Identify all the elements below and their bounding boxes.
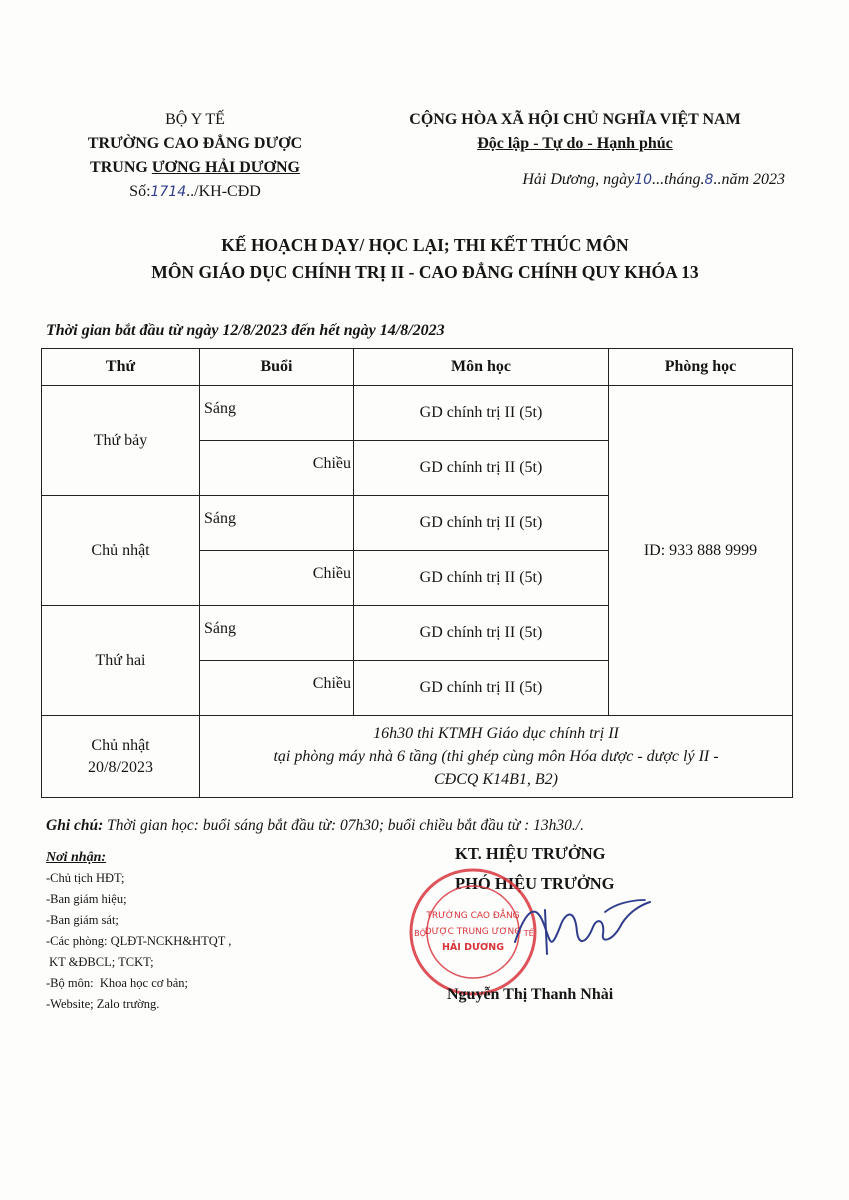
recipients-heading: Nơi nhận: xyxy=(46,850,107,865)
session-cell: Chiều xyxy=(200,441,354,496)
room-cell: ID: 933 888 9999 xyxy=(609,386,793,716)
document-title xyxy=(30,232,820,286)
list-item: KT &ĐBCL; TCKT; xyxy=(46,955,154,969)
document-number: Số:1714../KH-CĐD xyxy=(129,183,261,200)
svg-text:TRƯỜNG CAO ĐẲNG: TRƯỜNG CAO ĐẲNG xyxy=(426,911,520,921)
national-motto: Độc lập - Tự do - Hạnh phúc xyxy=(477,135,673,152)
session-cell: Chiều xyxy=(200,551,354,606)
schedule-note: Ghi chú: Thời gian học: buổi sáng bắt đầu từ: 07h30; buổi chiều bắt đầu từ : 13h30./. xyxy=(46,817,584,834)
list-item: -Bộ môn: Khoa học cơ bản; xyxy=(46,976,188,990)
signature-title-1: KT. HIỆU TRƯỞNG xyxy=(455,844,606,863)
title-line2: MÔN GIÁO DỤC CHÍNH TRỊ II - CAO ĐẲNG CHÍNH QUY KHÓA 13 xyxy=(151,262,699,282)
day-cell: Thứ bảy xyxy=(42,386,200,496)
signature-title-2: PHÓ HIỆU TRƯỞNG xyxy=(455,874,615,893)
exam-day-cell: Chủ nhật 20/8/2023 xyxy=(42,716,200,798)
header-subject: Môn học xyxy=(354,349,609,386)
header-day: Thứ xyxy=(42,349,200,386)
schedule-table xyxy=(41,348,793,798)
issuer-header xyxy=(40,108,350,204)
svg-text:HẢI DƯƠNG: HẢI DƯƠNG xyxy=(441,942,505,953)
list-item: -Ban giám sát; xyxy=(46,913,119,927)
svg-text:DƯỢC TRUNG ƯƠNG: DƯỢC TRUNG ƯƠNG xyxy=(424,927,522,937)
subject-cell: GD chính trị II (5t) xyxy=(354,496,609,551)
title-line1: KẾ HOẠCH DẠY/ HỌC LẠI; THI KẾT THÚC MÔN xyxy=(221,235,629,255)
subject-cell: GD chính trị II (5t) xyxy=(354,551,609,606)
list-item: -Chủ tịch HĐT; xyxy=(46,871,125,885)
school-name-line1: TRƯỜNG CAO ĐẲNG DƯỢC xyxy=(87,135,303,152)
session-cell: Chiều xyxy=(200,661,354,716)
document-number-handwritten: 1714 xyxy=(150,184,187,200)
subject-cell: GD chính trị II (5t) xyxy=(354,661,609,716)
list-item: -Website; Zalo trường. xyxy=(46,997,160,1011)
list-item: -Ban giám hiệu; xyxy=(46,892,127,906)
table-header-row xyxy=(42,349,793,386)
subject-cell: GD chính trị II (5t) xyxy=(354,386,609,441)
recipients-list xyxy=(46,848,346,1015)
signer-name: Nguyễn Thị Thanh Nhài xyxy=(447,986,614,1003)
session-cell: Sáng xyxy=(200,606,354,661)
handwritten-signature-icon xyxy=(505,892,655,962)
exam-row xyxy=(42,716,793,798)
svg-text:BỘ: BỘ xyxy=(414,929,426,938)
place-and-date: Hải Dương, ngày10...tháng.8..năm 2023 xyxy=(522,171,785,188)
schedule-period: Thời gian bắt đầu từ ngày 12/8/2023 đến hết ngày 14/8/2023 xyxy=(46,322,445,339)
session-cell: Sáng xyxy=(200,386,354,441)
exam-details-cell: 16h30 thi KTMH Giáo dục chính trị II tại phòng máy nhà 6 tầng (thi ghép cùng môn Hóa dược - dược lý II - CĐCQ K14B1, B2) xyxy=(200,716,793,798)
day-cell: Thứ hai xyxy=(42,606,200,716)
ministry-name: BỘ Y TẾ xyxy=(165,111,225,128)
header-session: Buổi xyxy=(200,349,354,386)
svg-text:Y TẾ: Y TẾ xyxy=(516,929,534,938)
table-row xyxy=(42,386,793,441)
subject-cell: GD chính trị II (5t) xyxy=(354,606,609,661)
national-header xyxy=(355,108,795,192)
school-name-line2: TRUNG ƯƠNG HẢI DƯƠNG xyxy=(90,159,300,176)
header-room: Phòng học xyxy=(609,349,793,386)
republic-name: CỘNG HÒA XÃ HỘI CHỦ NGHĨA VIỆT NAM xyxy=(409,111,741,128)
session-cell: Sáng xyxy=(200,496,354,551)
list-item: -Các phòng: QLĐT-NCKH&HTQT , xyxy=(46,934,232,948)
day-cell: Chủ nhật xyxy=(42,496,200,606)
subject-cell: GD chính trị II (5t) xyxy=(354,441,609,496)
